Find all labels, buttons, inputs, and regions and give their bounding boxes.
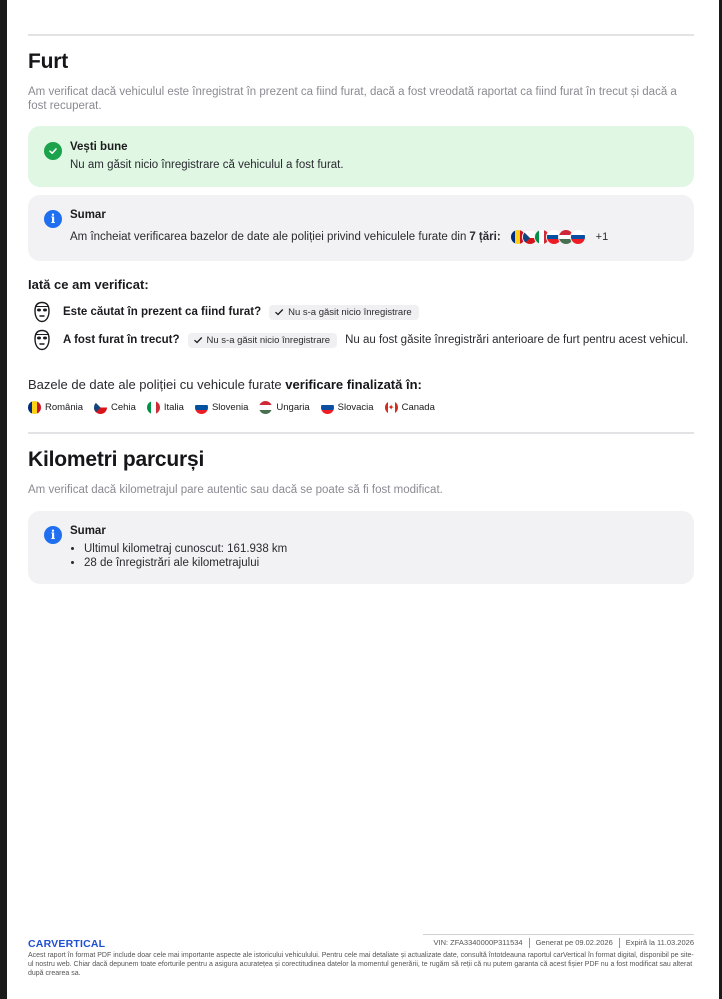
- carvertical-logo: CARVERTICAL: [28, 938, 106, 950]
- footer-divider: [423, 934, 694, 935]
- mileage-title: Kilometri parcurși: [28, 448, 205, 471]
- more-countries-count: +1: [595, 231, 609, 243]
- country-label: România: [45, 402, 84, 413]
- check-question: A fost furat în trecut?: [63, 334, 180, 346]
- checked-heading: Iată ce am verificat:: [28, 277, 149, 292]
- mileage-summary-title: Sumar: [70, 525, 106, 537]
- mileage-summary-list: [84, 542, 287, 570]
- check-question: Este căutat în prezent ca fiind furat?: [63, 306, 262, 318]
- good-news-card: [28, 126, 694, 187]
- footer-disclaimer: Acest raport în format PDF include doar cele mai importante aspecte ale istoricului vehiculului. Pentru cele mai detaliate și actualizate date, consultă întotdeauna raportul carVertical în format digital, disponibil pe site-ul nostru web. Chiar dacă depunem toate eforturile pentru a asigura acuratețea și corectitudinea datelor la momentul generării, te rugăm să reții că nu putem garanta că acest fișier PDF nu a fost modificat sau alterat după crearea sa.: [28, 952, 694, 977]
- country-item: [147, 401, 184, 414]
- status-badge: [188, 333, 338, 348]
- info-icon: i: [44, 526, 62, 544]
- databases-heading: [28, 377, 422, 392]
- flag-slovakia-icon: [321, 401, 334, 414]
- page-edge-left: [0, 0, 7, 999]
- divider: [28, 432, 694, 434]
- country-item: [195, 401, 248, 414]
- theft-subtitle: Am verificat dacă vehiculul este înregistrat în prezent ca fiind furat, dacă a fost vreodată raportat ca fiind furat în trecut și dacă a fost recuperat.: [28, 86, 677, 112]
- flag-slovenia-icon: [195, 401, 208, 414]
- flag-italy-icon: [147, 401, 160, 414]
- country-label: Slovacia: [337, 402, 374, 413]
- status-text: Nu s-a găsit nicio înregistrare: [288, 306, 412, 318]
- good-news-text: Nu am găsit nicio înregistrare că vehiculul a fost furat.: [70, 159, 344, 171]
- country-count: 7 țări:: [469, 231, 501, 243]
- status-text: Nu s-a găsit nicio înregistrare: [206, 334, 331, 346]
- theft-summary-text: [70, 229, 608, 245]
- country-item: [321, 401, 374, 414]
- databases-bold: verificare finalizată în:: [285, 377, 422, 392]
- checkmark-icon: [274, 307, 284, 317]
- list-item: • 28 de înregistrări ale kilometrajului: [84, 556, 287, 570]
- country-label: Cehia: [111, 402, 136, 413]
- status-badge: [269, 305, 419, 320]
- flag-canada-icon: ✦: [385, 401, 398, 414]
- vin-text: VIN: ZFA3340000P311534: [433, 938, 523, 947]
- country-label: Italia: [163, 402, 184, 413]
- list-item: • Ultimul kilometraj cunoscut: 161.938 km: [84, 542, 287, 556]
- flag-romania-icon: [28, 401, 41, 414]
- country-item: [28, 401, 83, 414]
- theft-title: Furt: [28, 50, 69, 73]
- country-list: [28, 401, 435, 414]
- mileage-subtitle: Am verificat dacă kilometrajul pare autentic sau dacă se poate să fi fost modificat.: [28, 484, 443, 496]
- country-item: [259, 401, 309, 414]
- flag-hungary-icon: [259, 401, 272, 414]
- flag-slovakia-icon: [570, 229, 586, 245]
- theft-summary-title: Sumar: [70, 209, 106, 221]
- divider: [619, 938, 620, 948]
- theft-summary-card: [28, 195, 694, 261]
- country-label: Canada: [401, 402, 435, 413]
- divider: [28, 34, 694, 36]
- check-row-past: [28, 329, 688, 351]
- summary-text-prefix: Am încheiat verificarea bazelor de date ale poliției privind vehiculele furate din: [70, 231, 467, 243]
- expiry-date: Expiră la 11.03.2026: [625, 938, 694, 947]
- mileage-summary-card: [28, 511, 694, 584]
- generated-date: Generat pe 09.02.2026: [535, 938, 613, 947]
- country-label: Slovenia: [211, 402, 249, 413]
- good-news-title: Vești bune: [70, 141, 128, 153]
- divider: [529, 938, 530, 948]
- footer-meta: [434, 938, 695, 948]
- databases-prefix: Bazele de date ale poliției cu vehicule furate: [28, 377, 282, 392]
- country-item: [94, 401, 136, 414]
- checkmark-icon: [193, 335, 203, 345]
- country-label: Ungaria: [276, 402, 310, 413]
- thief-mask-icon: [31, 301, 53, 323]
- flag-czechia-icon: [94, 401, 107, 414]
- check-note: Nu au fost găsite înregistrări anterioare de furt pentru acest vehicul.: [345, 334, 689, 346]
- check-circle-icon: [44, 142, 62, 160]
- thief-mask-icon: [31, 329, 53, 351]
- country-item: [385, 401, 435, 414]
- report-page: [28, 0, 694, 569]
- check-row-current: [28, 301, 419, 323]
- info-icon: i: [44, 210, 62, 228]
